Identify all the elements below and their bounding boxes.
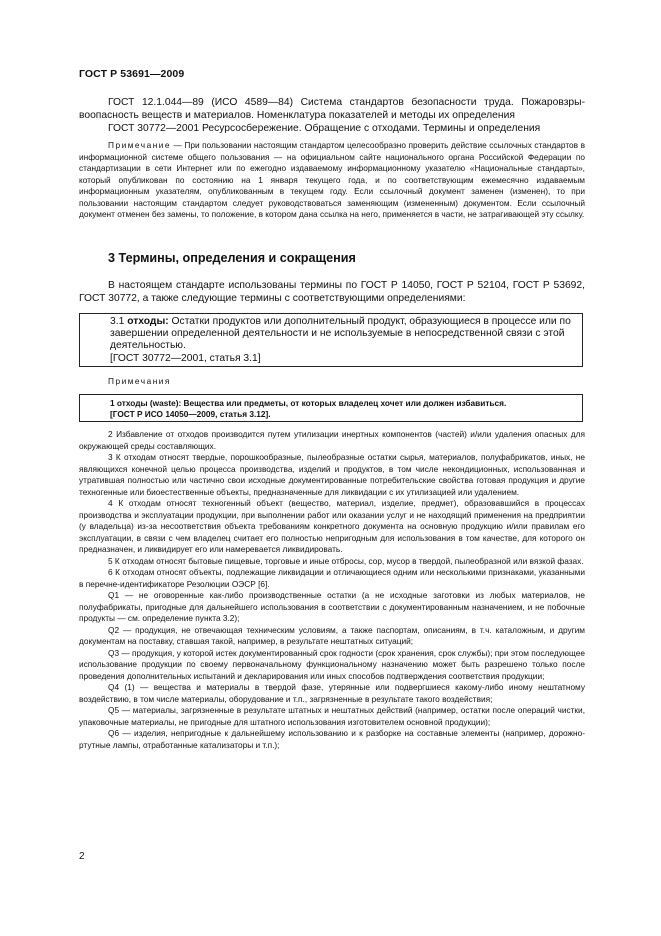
note-box-text: 1 отходы (waste): Вещества или предметы, от которых владелец хочет или должен избавиться. xyxy=(110,398,507,408)
note-box xyxy=(79,394,583,422)
note-text: — При пользовании настоящим стандартом целесообразно проверить действие ссылочных стандартов в информационной системе общего пользования — на официальном сайте национального органа Российской Федерации по стандартизации в сети Интернет или по ежегодно издаваемому информационному указателю «Национальные стандарты», который опубликован по состоянию на 1 января текущего года, и по соответствующим ежемесячно издаваемым информационным указателям, опубликованным в текущем году. Если ссылочный документ заменен (изменен), то при пользовании настоящим стандартом следует руководствоваться заменяющим (измененным) документом. Если ссылочный документ отменен без замены, то положение, в котором дана ссылка на него, применяется в части, не затрагивающей эту ссылку. xyxy=(79,140,585,219)
note-item: 4 К отходам относят техногенный объект (вещество, материал, изделие, предмет), образовавшийся в процессах производства и эксплуатации продукции, при выполнении работ или оказании услуг и не находящий применения на предприятии (у владельца) из-за несоответствия объекта требованиям конкретного документа на основную продукцию и/или правилам его эксплуатации, в связи с чем владелец считает его полностью непригодным для использования в том качестве, для которого он предназначен, и ликвидирует его или намеревается ликвидировать. xyxy=(79,498,585,554)
reference-item: ГОСТ 30772—2001 Ресурсосбережение. Обращение с отходами. Термины и определения xyxy=(108,123,541,135)
notes-label: Примечания xyxy=(108,376,171,386)
notes-list xyxy=(79,429,585,751)
note-item: Q2 — продукция, не отвечающая техническим условиям, а также паспортам, описаниям, в т.ч. каталожным, и другим документам на поставку, ставшая такой, например, в результате нештатных ситуаций; xyxy=(79,624,585,646)
section-intro xyxy=(79,279,585,305)
intro-paragraph: В настоящем стандарте использованы термины по ГОСТ Р 14050, ГОСТ Р 52104, ГОСТ Р 53692, ГОСТ 30772, а также следующие термины с соответствующими определениями: xyxy=(79,280,585,305)
term-source: [ГОСТ 30772—2001, статья 3.1] xyxy=(110,352,261,364)
note-item: 5 К отходам относят бытовые пищевые, торговые и иные отбросы, сор, мусор в твердой, пылеобразной или вязкой фазах. xyxy=(108,555,584,566)
note-item: Q4 (1) — вещества и материалы в твердой фазе, утерянные или подвергшиеся какому-либо иному нештатному воздействию, в том числе материалы, оборудование и т.п., загрязненные в результате такого воздействия; xyxy=(79,682,585,704)
note-label: Примечание xyxy=(108,140,172,150)
note-box-source: [ГОСТ Р ИСО 14050—2009, статья 3.12]. xyxy=(110,409,271,419)
note-item: Q3 — продукция, у которой истек документированный срок годности (срок хранения, срок службы); при этом последующее использование продукции по своему первоначальному функциональному назначению может быть разрешено только после проведения дополнительных испытаний и декларирования или иных способов подтверждения соответствия продукции; xyxy=(79,647,585,681)
note-item: 3 К отходам относят твердые, порошкообразные, пылеобразные остатки сырья, материалов, полуфабрикатов, иных, не являющихся конечной целью процесса производства, изделий и продуктов, в том числе некондиционных, использованная и утратившая полностью или частично свои исходные документированные потребительские свойства готовая продукция и другие техногенные или биоестественные объекты, предназначенные для ликвидации с их утилизацией или удалением. xyxy=(79,452,585,497)
note-block xyxy=(79,140,585,221)
note-item: Q1 — не оговоренные как-либо производственные остатки (а не исходные заготовки из любых материалов, не полуфабрикаты, пригодные для дальнейшего использования в соответствии с документированным назначением, и не побочные продукты — см. определение пункта 3.2); xyxy=(79,590,585,623)
note-item: 6 К отходам относят объекты, подлежащие ликвидации и отличающиеся одним или несколькими признаками, указанными в перечне-идентификаторе Резолюции ОЭСР [6]. xyxy=(79,567,585,589)
reference-item: ГОСТ 12.1.044—89 (ИСО 4589—84) Система стандартов безопасности труда. Пожаровзрывоопасность веществ и материалов. Номенклатура показателей и методы их определения xyxy=(79,97,585,122)
page-number: 2 xyxy=(79,851,85,862)
section-heading: 3 Термины, определения и сокращения xyxy=(108,251,356,265)
term-paragraph xyxy=(110,316,576,353)
term-name: отходы: xyxy=(127,316,169,327)
page-header-title: ГОСТ Р 53691—2009 xyxy=(79,68,185,80)
note-item: 2 Избавление от отходов производится путем утилизации инертных компонентов (частей) и/или удаления опасных для окружающей среды составляющих. xyxy=(79,429,585,451)
note-paragraph xyxy=(79,140,585,221)
term-definition: Остатки продуктов или дополнительный продукт, образующиеся в процессе или по завершении определенной деятельности и не используемые в непосредственной связи с этой деятельностью. xyxy=(110,316,571,352)
term-number: 3.1 xyxy=(110,316,125,327)
term-definition-box xyxy=(79,313,583,367)
note-item: Q6 — изделия, непригодные к дальнейшему использованию и к разборке на составные элементы (например, дорожно-ртутные лампы, отработанные катализаторы и т.п.); xyxy=(79,728,585,750)
note-item: Q5 — материалы, загрязненные в результате штатных и нештатных действий (например, остатки после операций чистки, упаковочные материалы, не пригодные для штатного использования изготовителем основной продукции); xyxy=(79,705,585,727)
references-block xyxy=(79,96,585,136)
notes-label-block xyxy=(79,376,585,388)
